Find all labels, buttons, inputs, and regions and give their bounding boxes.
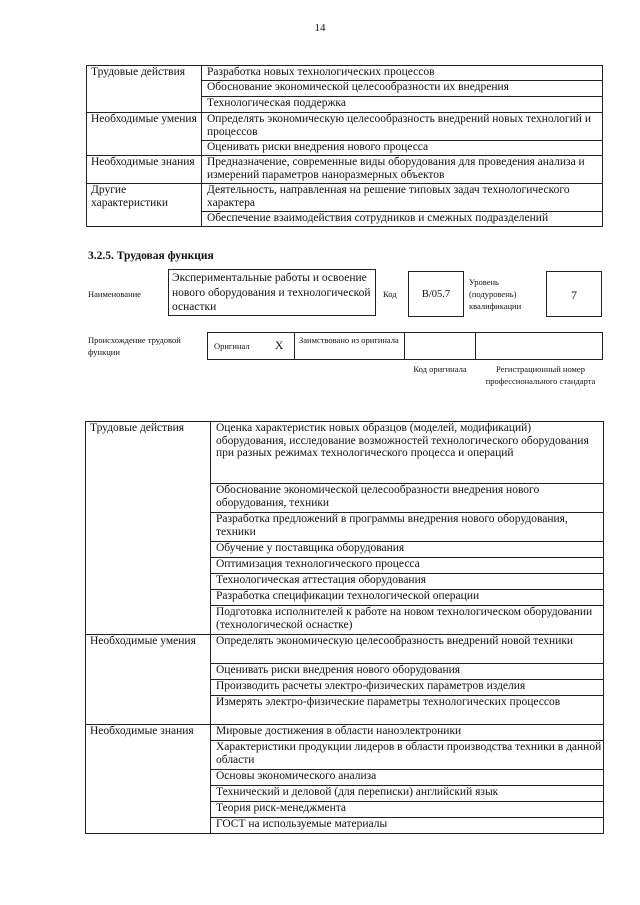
code-value-box	[408, 271, 464, 317]
original-label: Оригинал	[214, 341, 250, 351]
name-value-box	[168, 269, 376, 316]
level-label: Уровень (подуровень) квалификации	[469, 277, 522, 311]
row-label: Необходимые знания	[87, 156, 202, 184]
code-label: Код	[383, 289, 397, 299]
table-cell: Оптимизация технологического процесса	[211, 558, 604, 574]
table-cell: Производить расчеты электро-физических параметров изделия	[211, 680, 604, 696]
table-cell: Технический и деловой (для переписки) английский язык	[211, 786, 604, 802]
reg-number-caption: Регистрационный номер профессионального стандарта	[485, 364, 596, 386]
table-cell: Технологическая аттестация оборудования	[211, 574, 604, 590]
row-label: Необходимые умения	[86, 635, 211, 725]
code-original-caption: Код оригинала	[413, 364, 467, 374]
table-cell: Разработка предложений в программы внедрения нового оборудования, техники	[211, 513, 604, 542]
table-cell: Обеспечение взаимодействия сотрудников и смежных подразделений	[202, 212, 603, 227]
table-cell: Основы экономического анализа	[211, 770, 604, 786]
origin-box	[207, 332, 603, 360]
table-cell: Деятельность, направленная на решение типовых задач технологического характера	[202, 184, 603, 212]
code-value: B/05.7	[421, 289, 451, 300]
table-cell: Мировые достижения в области наноэлектроники	[211, 725, 604, 741]
page-number: 14	[314, 22, 326, 34]
table-cell: Определять экономическую целесообразность внедрений новой техники	[211, 635, 604, 664]
table-cell: Разработка новых технологических процессов	[202, 66, 603, 81]
row-label: Необходимые умения	[87, 113, 202, 156]
row-label: Другие характеристики	[87, 184, 202, 227]
table-cell: Предназначение, современные виды оборудования для проведения анализа и измерений параметров наноразмерных объектов	[202, 156, 603, 184]
level-value-box	[546, 271, 602, 317]
table-cell: Разработка спецификации технологической операции	[211, 590, 604, 606]
original-mark: X	[275, 340, 284, 352]
table-cell: Технологическая поддержка	[202, 97, 603, 113]
top-characteristics-table	[86, 65, 603, 227]
table-cell: Теория риск-менеджмента	[211, 802, 604, 818]
borrowed-label: Заимствовано из оригинала	[299, 335, 399, 345]
origin-label: Происхождение трудовой функции	[88, 335, 181, 357]
table-cell: Подготовка исполнителей к работе на новом технологическом оборудовании (технологической оснастке)	[211, 606, 604, 635]
section-title: 3.2.5. Трудовая функция	[88, 250, 214, 262]
table-cell: ГОСТ на используемые материалы	[211, 818, 604, 834]
table-cell: Обоснование экономической целесообразности внедрения нового оборудования, техники	[211, 484, 604, 513]
table-cell: Оценивать риски внедрения нового процесса	[202, 141, 603, 156]
level-value: 7	[571, 288, 577, 302]
name-value: Экспериментальные работы и освоение нового оборудования и технологической оснастки	[172, 272, 371, 313]
table-cell: Обоснование экономической целесообразности их внедрения	[202, 81, 603, 97]
table-cell: Характеристики продукции лидеров в области производства техники в данной области	[211, 741, 604, 770]
name-label: Наименование	[88, 289, 141, 299]
table-cell: Оценивать риски внедрения нового оборудования	[211, 664, 604, 680]
row-label: Трудовые действия	[87, 66, 202, 113]
row-label: Необходимые знания	[86, 725, 211, 834]
table-cell: Измерять электро-физические параметры технологических процессов	[211, 696, 604, 725]
table-cell: Обучение у поставщика оборудования	[211, 542, 604, 558]
table-cell: Определять экономическую целесообразность внедрений новых технологий и процессов	[202, 113, 603, 141]
row-label: Трудовые действия	[86, 422, 211, 635]
table-cell: Оценка характеристик новых образцов (моделей, модификаций) оборудования, исследование возможностей технологического оборудования при разных режимах технологического процесса и операций	[211, 422, 604, 484]
labor-function-table	[85, 421, 604, 834]
